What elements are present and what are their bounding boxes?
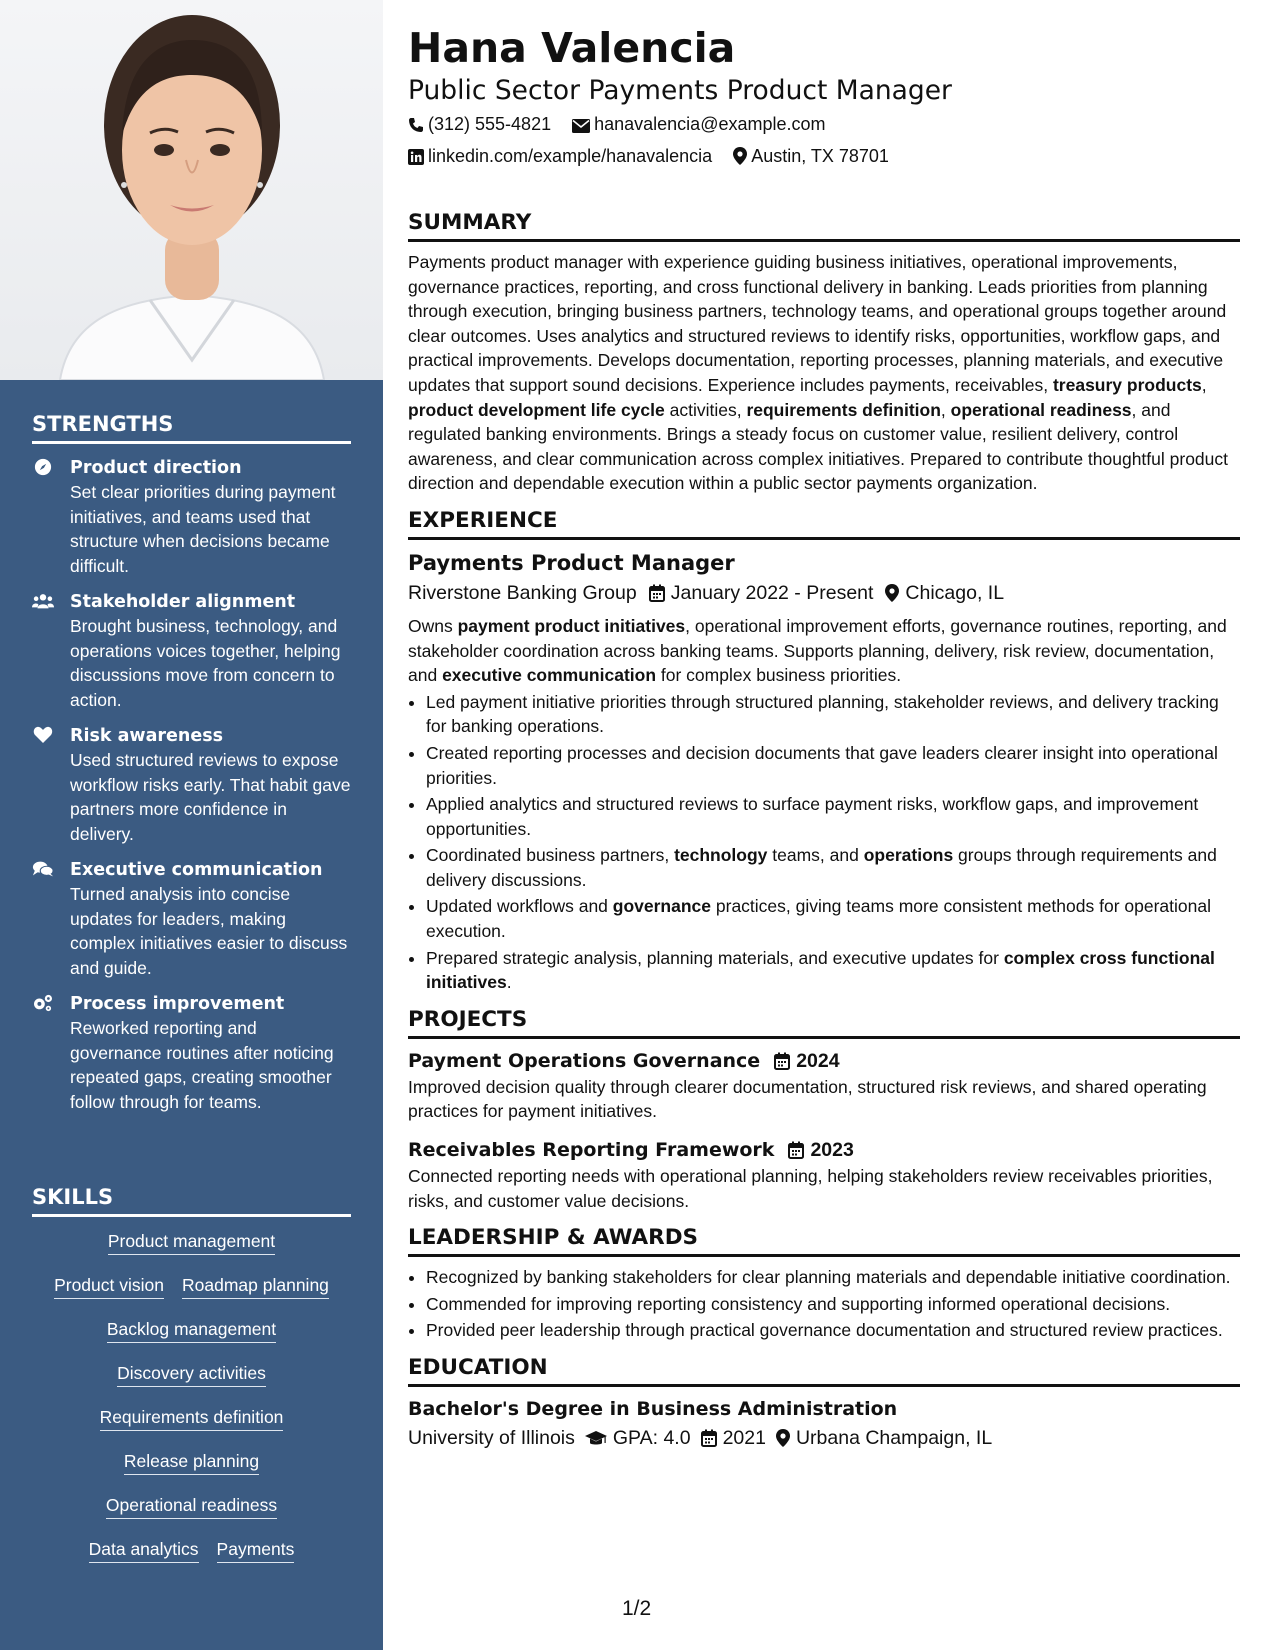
- map-pin-icon: [733, 147, 747, 165]
- job-bullet: • Prepared strategic analysis, planning materials, and executive updates for complex cross functional initiatives.: [426, 946, 1240, 995]
- strength-item: [32, 456, 351, 578]
- skills-list: [32, 1231, 351, 1563]
- profile-photo: [0, 0, 383, 380]
- location-text: Austin, TX 78701: [751, 146, 889, 166]
- school-name: University of Illinois: [408, 1427, 575, 1449]
- leadership-heading: LEADERSHIP & AWARDS: [408, 1225, 1240, 1257]
- sidebar: [0, 0, 383, 1650]
- main-content: [408, 22, 1240, 1453]
- job-bullet: • Coordinated business partners, technology teams, and operations groups through requirements and delivery discussions.: [426, 843, 1240, 892]
- project-title: Payment Operations Governance: [408, 1049, 761, 1072]
- graduation-year: 2021: [722, 1427, 766, 1449]
- leadership-item: • Provided peer leadership through practical governance documentation and structured review practices.: [426, 1318, 1240, 1343]
- project-description: Connected reporting needs with operational planning, helping stakeholders review receivables priorities, risks, and customer value decisions.: [408, 1166, 1213, 1211]
- users-icon: [32, 592, 54, 610]
- candidate-title: Public Sector Payments Product Manager: [408, 75, 952, 106]
- project-title: Receivables Reporting Framework: [408, 1139, 775, 1162]
- project-description: Improved decision quality through clearer documentation, structured risk reviews, and shared operating practices for payment initiatives.: [408, 1076, 1207, 1122]
- calendar-icon: [788, 1141, 804, 1159]
- gpa: GPA: 4.0: [612, 1427, 691, 1449]
- skill-tag: Payments: [217, 1539, 295, 1563]
- strength-description: Turned analysis into concise updates for leaders, making complex initiatives easier to discuss and guide.: [70, 884, 348, 978]
- portrait-illustration: [0, 0, 383, 380]
- map-pin-icon: [776, 1429, 790, 1447]
- map-pin-icon: [885, 584, 899, 602]
- comments-icon: [32, 860, 54, 878]
- strength-title: Stakeholder alignment: [70, 592, 296, 612]
- skill-tag: Requirements definition: [100, 1407, 284, 1431]
- strength-title: Risk awareness: [70, 726, 224, 746]
- skill-tag: Data analytics: [89, 1539, 199, 1563]
- strength-description: Set clear priorities during payment initiatives, and teams used that structure when decisions became difficult.: [70, 482, 336, 576]
- strength-item: [32, 724, 351, 846]
- job-bullet: • Led payment initiative priorities through structured planning, stakeholder reviews, and delivery tracking for banking operations.: [426, 690, 1240, 739]
- location-contact: [733, 146, 889, 166]
- strength-item: [32, 992, 351, 1114]
- candidate-name: Hana Valencia: [408, 24, 736, 72]
- summary-heading: SUMMARY: [408, 210, 1240, 242]
- skill-tag: Operational readiness: [106, 1495, 277, 1519]
- projects-heading: PROJECTS: [408, 1007, 1240, 1039]
- skill-tag: Product vision: [54, 1275, 164, 1299]
- leadership-list: [408, 1265, 1240, 1343]
- compass-icon: [32, 458, 54, 476]
- skill-tag: Release planning: [124, 1451, 259, 1475]
- email-contact[interactable]: [572, 114, 825, 134]
- linkedin-contact[interactable]: [408, 146, 712, 166]
- calendar-icon: [701, 1429, 717, 1447]
- phone-contact: [408, 114, 551, 134]
- strength-title: Product direction: [70, 458, 242, 478]
- job-bullet: • Created reporting processes and decision documents that gave leaders clearer insight into operational priorities.: [426, 741, 1240, 790]
- strengths-heading: STRENGTHS: [32, 412, 351, 444]
- strength-description: Brought business, technology, and operations voices together, helping discussions move from concern to action.: [70, 616, 341, 710]
- email-text[interactable]: hanavalencia@example.com: [594, 114, 826, 134]
- page-number: 1/2: [622, 1597, 652, 1620]
- job-dates: January 2022 - Present: [670, 581, 874, 604]
- company-name: Riverstone Banking Group: [408, 581, 637, 604]
- linkedin-text[interactable]: linkedin.com/example/hanavalencia: [428, 146, 713, 166]
- heart-icon: [32, 726, 54, 744]
- strength-description: Reworked reporting and governance routines after noticing repeated gaps, creating smoother follow through for teams.: [70, 1018, 334, 1112]
- degree-title: Bachelor's Degree in Business Administration: [408, 1398, 898, 1420]
- calendar-icon: [774, 1052, 790, 1070]
- skill-tag: Product management: [108, 1231, 275, 1255]
- skill-tag: Roadmap planning: [182, 1275, 329, 1299]
- linkedin-icon: [408, 149, 424, 165]
- skills-section: [32, 1185, 351, 1583]
- job-bullets: [408, 690, 1240, 995]
- graduation-cap-icon: [585, 1431, 607, 1447]
- leadership-item: • Commended for improving reporting consistency and supporting informed operational decisions.: [426, 1292, 1240, 1317]
- job-title: Payments Product Manager: [408, 550, 735, 575]
- strength-description: Used structured reviews to expose workflow risks early. That habit gave partners more confidence in delivery.: [70, 750, 351, 844]
- school-location: Urbana Champaign, IL: [795, 1427, 993, 1449]
- project-title-row: [408, 1047, 1240, 1075]
- job-location: Chicago, IL: [905, 581, 1005, 604]
- leadership-item: • Recognized by banking stakeholders for clear planning materials and dependable initiative coordination.: [426, 1265, 1240, 1290]
- project-title-row: [408, 1136, 1240, 1164]
- strength-item: [32, 590, 351, 712]
- contact-row: [408, 140, 1240, 172]
- strength-title: Process improvement: [70, 994, 285, 1014]
- strength-title: Executive communication: [70, 860, 323, 880]
- strength-item: [32, 858, 351, 980]
- education-heading: EDUCATION: [408, 1355, 1240, 1387]
- envelope-icon: [572, 119, 590, 133]
- job-bullet: • Applied analytics and structured reviews to surface payment risks, workflow gaps, and improvement opportunities.: [426, 792, 1240, 841]
- phone-icon: [408, 117, 424, 133]
- skill-tag: Discovery activities: [117, 1363, 266, 1387]
- education-meta: [408, 1423, 1240, 1453]
- gears-icon: [32, 994, 54, 1012]
- job-meta: [408, 578, 1240, 608]
- skill-tag: Backlog management: [107, 1319, 276, 1343]
- experience-heading: EXPERIENCE: [408, 508, 1240, 540]
- project-year: 2023: [810, 1139, 854, 1162]
- job-bullet: • Updated workflows and governance practices, giving teams more consistent methods for operational execution.: [426, 894, 1240, 943]
- job-intro: Owns payment product initiatives, operational improvement efforts, governance routines, reporting, and stakeholder coordination across banking teams. Supports planning, delivery, risk review, documentation, and executive communication for complex business priorities.: [408, 615, 1227, 686]
- contact-row: [408, 108, 1240, 140]
- summary-text: Payments product manager with experience guiding business initiatives, operational improvements, governance practices, reporting, and cross functional delivery in banking. Leads priorities from planning through execution, bringing business partners, technology teams, and operational groups together around clear outcomes. Uses analytics and structured reviews to identify risks, opportunities, workflow gaps, and practical improvements. Develops documentation, reporting processes, planning materials, and executive updates that support sound decisions. Experience includes payments, receivables, treasury products, product development life cycle activities, requirements definition, operational readiness, and regulated banking environments. Brings a steady focus on customer value, resilient delivery, control awareness, and clear communication across complex initiatives. Prepared to contribute thoughtful product direction and dependable execution within a public sector payments organization.: [408, 252, 1229, 494]
- phone-text: (312) 555-4821: [428, 114, 552, 134]
- strengths-section: [32, 412, 351, 1114]
- calendar-icon: [649, 584, 665, 602]
- project-year: 2024: [796, 1049, 840, 1072]
- skills-heading: SKILLS: [32, 1185, 351, 1217]
